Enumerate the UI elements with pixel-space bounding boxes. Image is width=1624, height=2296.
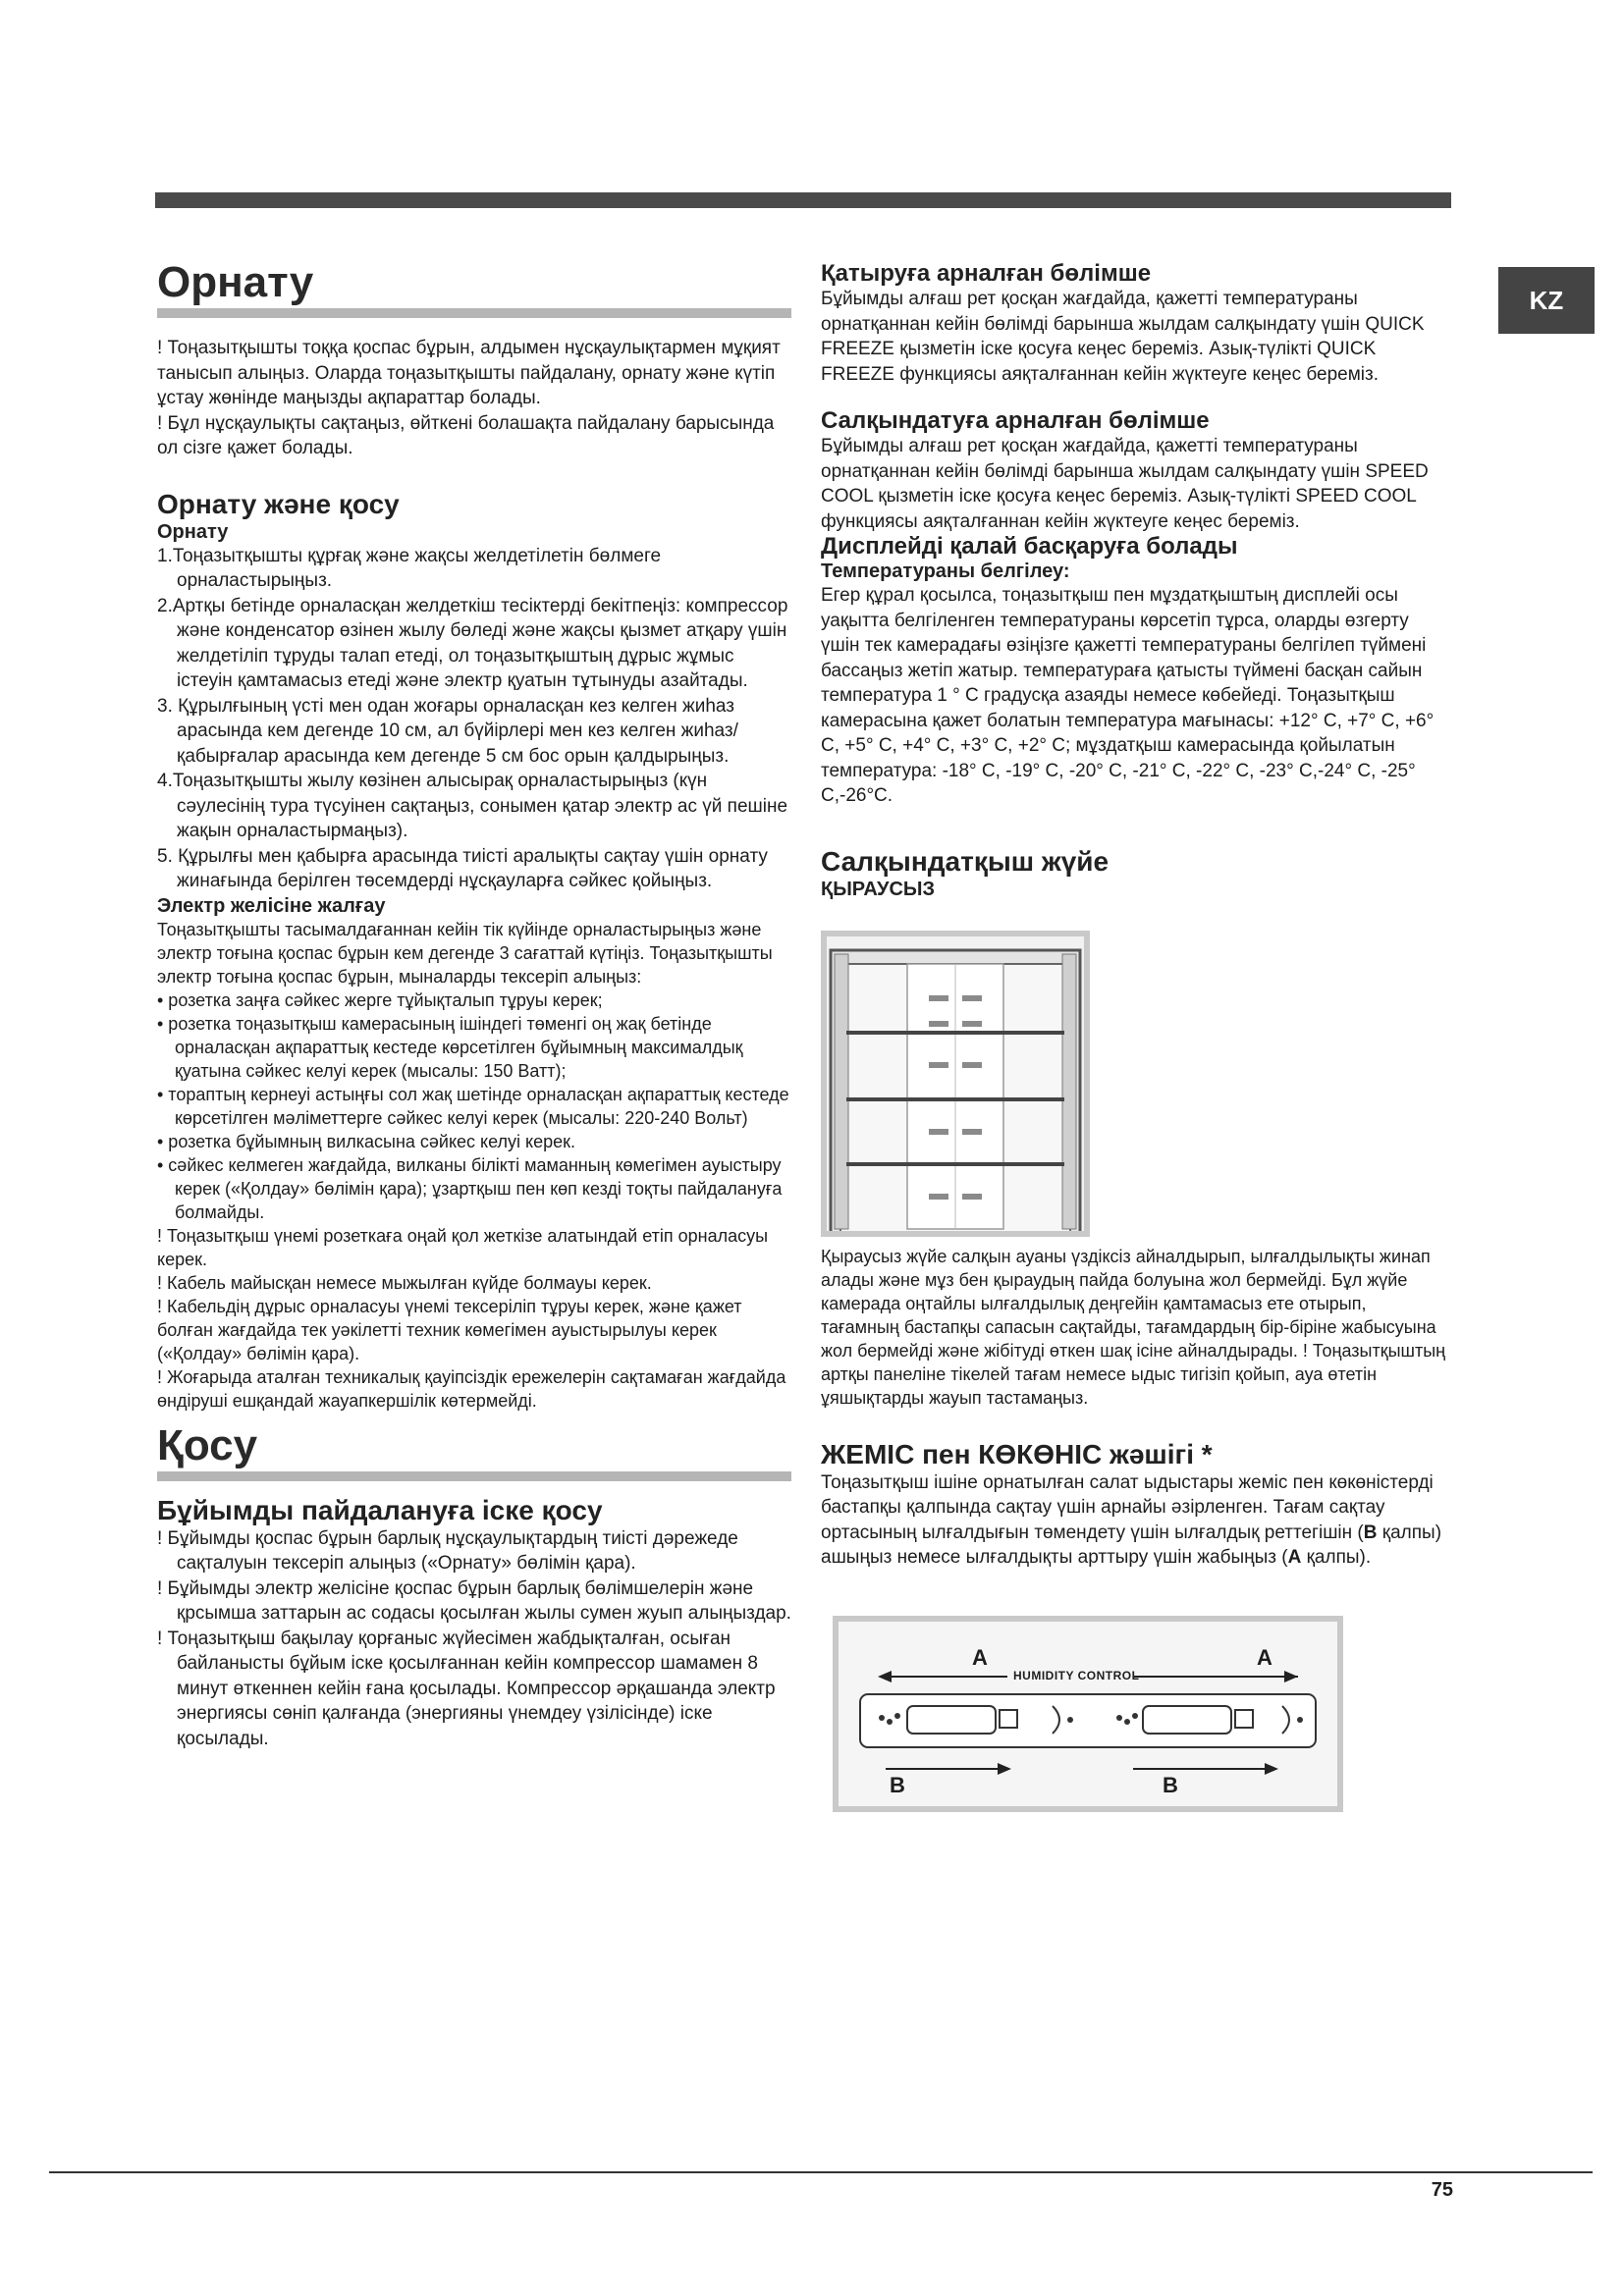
- fruit-text: [821, 1470, 1449, 1571]
- electric-bullet-1: • розетка заңға сәйкес жерге тұйықталып тұруы керек;: [157, 989, 603, 1010]
- install-item-5: 5. Құрылғы мен қабырға арасында тиісті аралықты сақтау үшін орнату жинағында берілген төсемдерді нұсқауларға сәйкес қойыңыз.: [157, 845, 768, 891]
- heading-fruit: ЖЕМІС пен КӨКӨНІС жәшігі *: [821, 1438, 1213, 1469]
- fruit-text-part-c: қалпы).: [1301, 1547, 1372, 1568]
- intro-paragraph-1: ! Тоңазытқышты тоққа қоспас бұрын, алдымен нұсқаулықтармен мұқият танысып алыңыз. Оларда тоңазытқышты пайдалану, орнату және күтіп ұстау жөнінде маңызды ақпараттар болады.: [157, 338, 781, 408]
- electric-note-3: ! Кабельдің дұрыс орналасуы үнемі тексеріліп тұруы керек, және қажет болған жағдайда тек уәкілетті техник көмегімен ауыстырылуы керек («Қолдау» бөлімін қара).: [157, 1296, 742, 1363]
- label-a-left: A: [972, 1644, 988, 1670]
- fruit-text-part-a: Тоңазытқыш ішіне орнатылған салат ыдыстары жеміс пен көкөністерді бастапқы қалпында сақтау үшін арнайы әзірленген. Тағам сақтау ортасының ылғалдығын төмендету үшін ылғалдық реттегішін (: [821, 1471, 1434, 1543]
- temp-text: Егер құрал қосылса, тоңазытқыш пен мұздатқыштың дисплейі осы уақытта белгіленген температураны көрсетіп тұрса, оларды өзгерту үшін тек камерадағы өзіңізге қажетті температураны белгілеп түймені бассаңыз жетіп жатыр. температураға қатысты түймені басқан сайын температура 1 ° C градусқа азаяды немесе көбейеді. Тоңазытқыш камерасына қажет болатын температура мағынасы: +12° C, +7° C, +6° C, +5° C, +4° C, +3° C, +2° C; мұздатқыш камерасында қойылатын температура: -18° C, -19° C, -20° C, -21° C, -22° C, -23° C,-24° C, -25° C,-26°C.: [821, 585, 1435, 806]
- heading-freeze: Қатыруға арналған бөлімше: [821, 260, 1152, 287]
- label-b-left: B: [890, 1772, 905, 1797]
- start-item-2: ! Бұйымды электр желісіне қоспас бұрын барлық бөлімшелерін және қрсымша заттарын ас содасы қосылған жылы сумен жуып алыңыздар.: [157, 1577, 791, 1624]
- electric-bullet-4: • розетка бұйымның вилкасына сәйкес келуі керек.: [157, 1131, 576, 1151]
- humidity-drawing: [839, 1622, 1337, 1806]
- cool-text: Бұйымды алғаш рет қосқан жағдайда, қажетті температураны орнатқаннан кейін бөлімді барынша жылдам салқындату үшін SPEED COOL қызметін іске қосуға кеңес береміз. Азық-түлікті SPEED COOL функциясы аяқталғаннан кейін жүктеуге кеңес береміз.: [821, 436, 1429, 532]
- subheading-temp: Температураны белгілеу:: [821, 561, 1070, 582]
- section-title-connect: Қосу: [157, 1420, 791, 1481]
- fruit-label-b: B: [1363, 1522, 1378, 1543]
- heading-system: Салқындатқыш жүйе: [821, 845, 1110, 877]
- electric-note-1: ! Тоңазытқыш үнемі розеткаға оңай қол жеткізе алатындай етіп орналасуы керек.: [157, 1225, 769, 1269]
- start-item-1: ! Бұйымды қоспас бұрын барлық нұсқаулықтардың тиісті дәрежеде сақталуын тексеріп алыңыз («Орнату» бөлімін қара).: [157, 1527, 738, 1574]
- electric-bullet-2: • розетка тоңазытқыш камерасының ішіндегі төменгі оң жақ бетінде орналасқан ақпараттық кестеде көрсетілген бұйымның максималдық қуатына сәйкес келуі керек (мысалы: 150 Ватт);: [157, 1013, 743, 1081]
- intro-paragraph-2: ! Бұл нұсқаулықты сақтаңыз, өйткені болашақта пайдалану барысында ол сізге қажет болады.: [157, 412, 775, 458]
- page-number: 75: [1431, 2179, 1453, 2201]
- subheading-electric: Электр желісіне жалғау: [157, 894, 386, 917]
- section-title-install: Орнату: [157, 257, 791, 318]
- fruit-label-a: A: [1287, 1547, 1302, 1568]
- right-column: [821, 261, 1449, 1812]
- install-item-1: 1.Тоңазытқышты құрғақ және жақсы желдетілетін бөлмеге орналастырыңыз.: [157, 545, 662, 591]
- humidity-control-label: HUMIDITY CONTROL: [1013, 1668, 1140, 1682]
- install-item-4: 4.Тоңазытқышты жылу көзінен алысырақ орналастырыңыз (күн сәулесінің тура түсуінен сақтаңыз, сонымен қатар электр ас үй пешіне жақын орналастырмаңыз).: [157, 771, 788, 841]
- electric-bullet-3: • тораптың кернеуі астыңғы сол жақ шетінде орналасқан ақпараттық кестеде көрсетілген мәліметтерге сәйкес келуі керек (мысалы: 220-240 Вольт): [157, 1084, 789, 1128]
- label-b-right: B: [1163, 1772, 1178, 1797]
- start-item-3: ! Тоңазытқыш бақылау қорғаныс жүйесімен жабдықталған, осыған байланысты бұйым іске қосылғаннан кейін компрессор шамамен 8 минут өткеннен кейін ғана қосылады. Компрессор әрқашанда электр энергиясы сөніп қалғанда (энергияны үнемдеу үзілісінде) іске қосылады.: [157, 1628, 776, 1749]
- nofrost-text: Қыраусыз жүйе салқын ауаны үздіксіз айналдырып, ылғалдылықты жинап алады және мұз бен қыраудың пайда болуына жол бермейді. Бұл жүйе камерада оңтайлы ылғалдылық деңгейін қамтамасыз ете отырып, тағамның бастапқы сапасын сақтайды, тағамдардың бір-біріне жабысуына жол бермейді және жібітуді өткен шақ ісіне айналдырады. ! Тоңазытқыштың артқы панеліне тікелей тағам немесе ыдыс тигізіп қойып, ауа өтетін ұяшықтарды жауып тастамаңыз.: [821, 1246, 1446, 1408]
- label-a-right: A: [1257, 1644, 1272, 1670]
- subheading-install: Орнату: [157, 520, 229, 543]
- electric-note-4: ! Жоғарыда аталған техникалық қауіпсіздік ережелерін сақтамаған жағдайда өндіруші ешқандай жауапкершілік көтермейді.: [157, 1366, 786, 1411]
- heading-cool: Салқындатуға арналған бөлімше: [821, 407, 1210, 434]
- top-divider-bar: [155, 192, 1451, 208]
- fridge-interior-illustration: [821, 931, 1090, 1237]
- install-item-2: 2.Артқы бетінде орналасқан желдеткіш тесіктерді бекітпеңіз: компрессор және конденсатор өзінен жылу бөледі және жақсы қызмет атқару үшін желдетіліп тұруды талап етеді, ол тоңазытқыштың дұрыс жұмыс істеуін қамтамасыз етеді және электр қуатын тұтынуды азайтады.: [157, 595, 788, 691]
- left-column: [157, 257, 791, 1751]
- language-badge: KZ: [1498, 267, 1595, 334]
- electric-intro: Тоңазытқышты тасымалдағаннан кейін тік күйінде орналастырыңыз және электр тоғына қоспас бұрын кем дегенде 3 сағаттай күтіңіз. Тоңазытқышты электр тоғына қоспас бұрын, мыналарды тексеріп алыңыз:: [157, 919, 773, 987]
- electric-bullet-5: • сәйкес келмеген жағдайда, вилканы білікті маманның көмегімен ауыстыру керек («Қолдау» бөлімін қара); ұзартқыш пен көп кезді тоқты пайдалануға болмайды.: [157, 1154, 783, 1222]
- heading-display: Дисплейді қалай басқаруға болады: [821, 533, 1238, 560]
- fruit-text-part-b: қалпы) ашыңыз немесе ылғалдықты арттыру үшін жабыңыз (: [821, 1522, 1442, 1568]
- subheading-nofrost: ҚЫРАУСЫЗ: [821, 878, 936, 900]
- humidity-control-illustration: [833, 1616, 1343, 1812]
- heading-start: Бұйымды пайдалануға іске қосу: [157, 1494, 603, 1525]
- heading-install-connect: Орнату және қосу: [157, 488, 400, 519]
- install-item-3: 3. Құрылғының үсті мен одан жоғары орналасқан кез келген жиһаз арасында кем дегенде 10 см, ал бүйірлері мен кез келген жиһаз/қабырғалар арасында кем дегенде 5 см бос орын қалдырыңыз.: [157, 695, 738, 767]
- electric-note-2: ! Кабель майысқан немесе мыжылған күйде болмауы керек.: [157, 1272, 652, 1293]
- freeze-text: Бұйымды алғаш рет қосқан жағдайда, қажетті температураны орнатқаннан кейін бөлімді барынша жылдам салқындату үшін QUICK FREEZE қызметін іске қосуға кеңес береміз. Азық-түлікті QUICK FREEZE функциясы аяқталғаннан кейін жүктеуге кеңес береміз.: [821, 289, 1425, 385]
- fridge-drawing: [827, 936, 1084, 1231]
- bottom-rule: [49, 2171, 1593, 2173]
